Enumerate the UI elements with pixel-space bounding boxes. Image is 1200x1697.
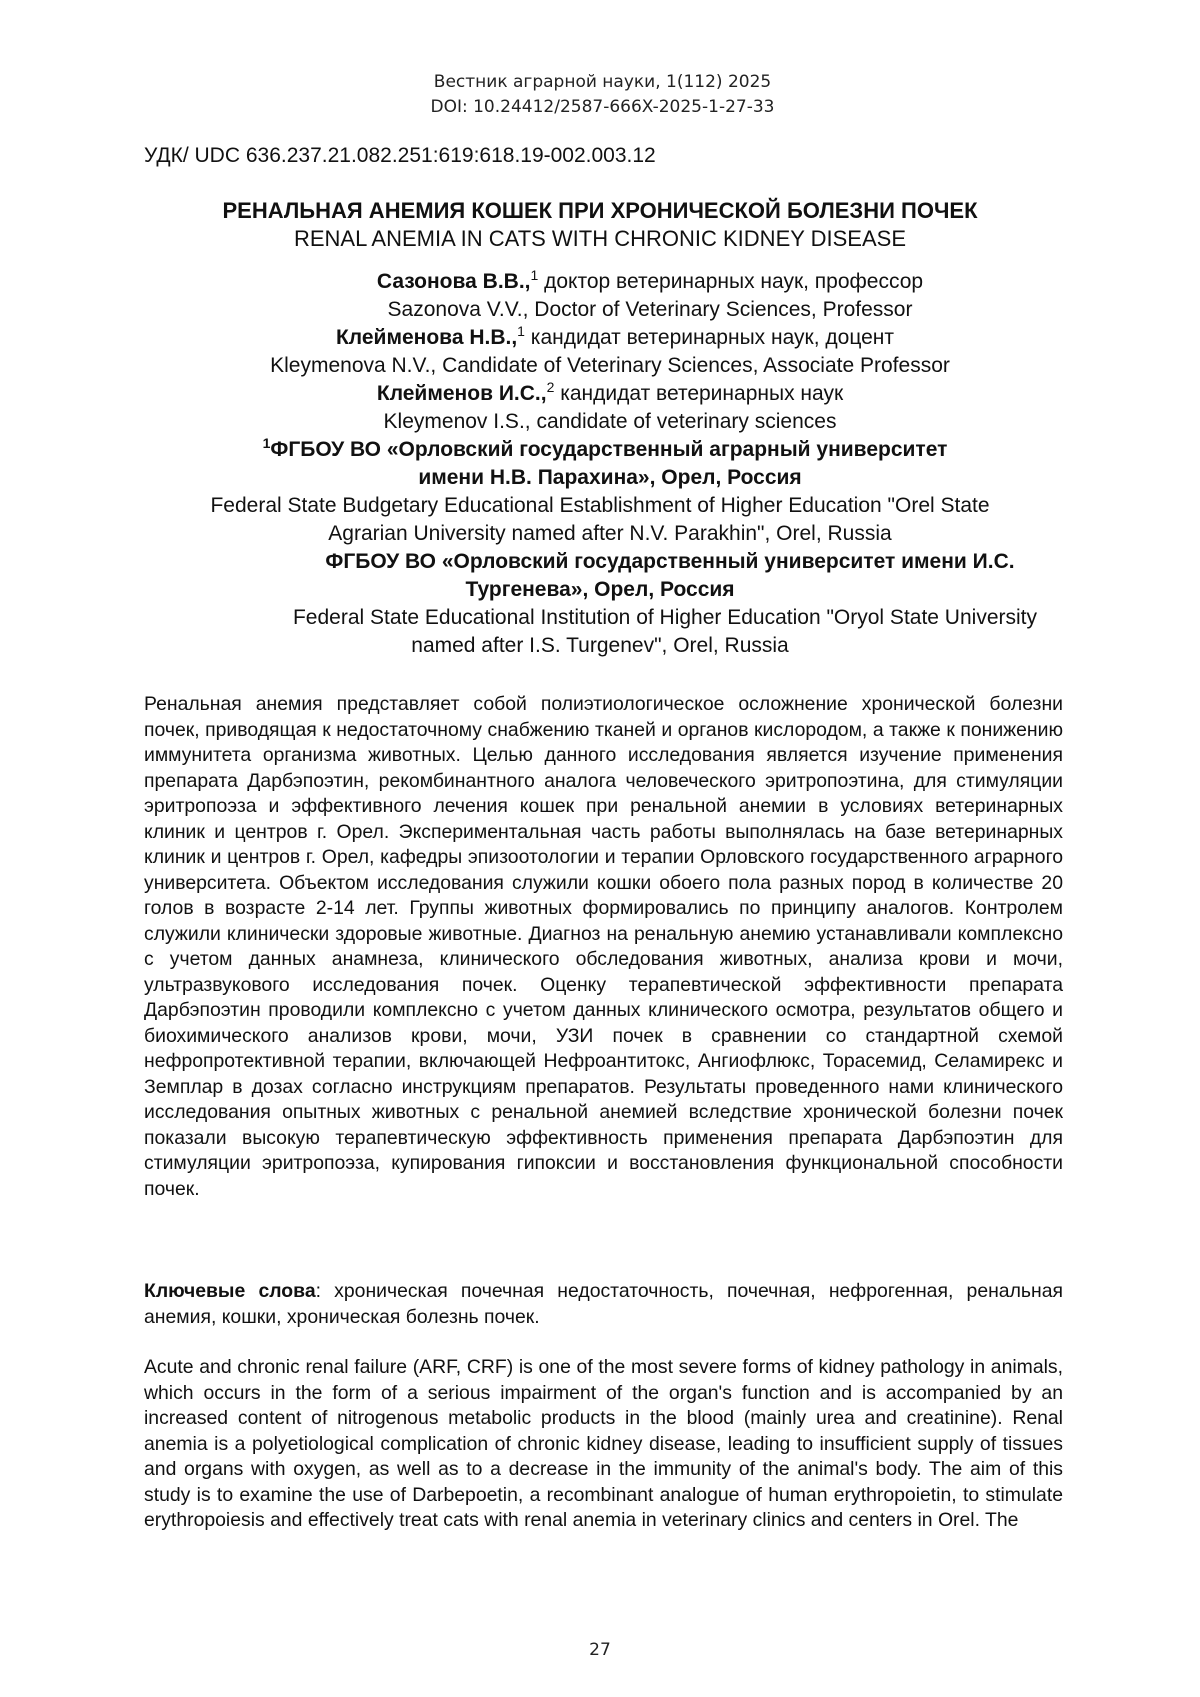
intro-en: Acute and chronic renal failure (ARF, CRF) is one of the most severe forms of kidney pathology in animals, which occurs in the form of a serious impairment of the organ's function and is accompanied by an increased content of nitrogenous metabolic products in the blood (mainly urea and creatinine). Renal anemia is a polyetiological complication of chronic kidney disease, leading to insufficient supply of tissues and organs with oxygen, as well as to a decrease in the immunity of the animal's body. The aim of this study is to examine the use of Darbepoetin, a recombinant analogue of human erythropoietin, to stimulate erythropoiesis and effectively treat cats with renal anemia in veterinary clinics and centers in Orel. The — [144, 1356, 1063, 1531]
author-name: Клейменова Н.В., — [335, 326, 518, 349]
author-1-en: Sazonova V.V., Doctor of Veterinary Sciences, Professor — [387, 298, 913, 321]
author-2-ru — [0, 324, 1200, 352]
authors-block — [0, 268, 1200, 660]
journal-header — [0, 70, 1200, 120]
affiliation-1-en-line1: Federal State Budgetary Educational Establishment of Higher Education "Orel State — [210, 494, 990, 517]
author-3-en: Kleymenov I.S., candidate of veterinary sciences — [383, 410, 837, 433]
author-2-en: Kleymenova N.V., Candidate of Veterinary Sciences, Associate Professor — [270, 354, 950, 377]
author-degree: доктор ветеринарных наук, профессор — [538, 270, 924, 293]
keywords-label: Ключевые слова — [144, 1280, 316, 1302]
author-name: Клейменов И.С., — [376, 382, 547, 405]
affiliation-1-en-line2: Agrarian University named after N.V. Parakhin", Orel, Russia — [328, 522, 892, 545]
author-degree: кандидат ветеринарных наук — [554, 382, 844, 405]
author-1-ru — [0, 268, 1200, 296]
paper-title-en: RENAL ANEMIA IN CATS WITH CHRONIC KIDNEY DISEASE — [293, 226, 907, 251]
affiliation-1-ru-line1: $^1$ФГБОУ ВО «Орловский государственный аграрный университет — [262, 435, 948, 461]
udc-code: УДК/ UDC 636.237.21.082.251:619:618.19-002.003.12 — [144, 144, 656, 167]
author-affiliation-mark: 2 — [546, 379, 555, 395]
journal-citation: Вестник аграрной науки, 1(112) 2025 — [433, 72, 772, 92]
affiliation-1-ru-line2: имени Н.В. Парахина», Орел, Россия — [418, 466, 802, 489]
keywords — [144, 1279, 1063, 1330]
affiliation-2-en-line2: named after I.S. Turgenev", Orel, Russia — [411, 634, 789, 657]
paper-title-block — [0, 197, 1200, 253]
affiliation-mark: 1 — [262, 435, 271, 451]
author-affiliation-mark: 1 — [530, 267, 539, 283]
affiliation-2-en-line1: Federal State Educational Institution of Higher Education "Oryol State University — [292, 606, 1037, 629]
keywords-text: : хроническая почечная недостаточность, почечная, нефрогенная, ренальная анемия, кошки, хроническая болезнь почек. — [144, 1280, 1064, 1328]
page-number: 27 — [589, 1640, 611, 1660]
paper-title-ru: РЕНАЛЬНАЯ АНЕМИЯ КОШЕК ПРИ ХРОНИЧЕСКОЙ БОЛЕЗНИ ПОЧЕК — [222, 198, 978, 223]
author-3-ru — [0, 380, 1200, 408]
affiliation-2-ru-line2: Тургенева», Орел, Россия — [465, 578, 735, 601]
author-name: Сазонова В.В., — [376, 270, 531, 293]
author-affiliation-mark: 1 — [517, 323, 525, 339]
author-degree: кандидат ветеринарных наук, доцент — [524, 326, 895, 349]
journal-doi: DOI: 10.24412/2587-666X-2025-1-27-33 — [430, 97, 775, 117]
abstract-ru: Ренальная анемия представляет собой полиэтиологическое осложнение хронической болезни почек, приводящая к недостаточному снабжению тканей и органов кислородом, а также к понижению иммунитета организма животных. Целью данного исследования является изучение применения препарата Дарбэпоэтин, рекомбинантного аналога человеческого эритропоэтина, для стимуляции эритропоэза и эффективного лечения кошек при ренальной анемии в условиях ветеринарных клиник и центров г. Орел. Экспериментальная часть работы выполнялась на базе ветеринарных клиник и центров г. Орел, кафедры эпизоотологии и терапии Орловского государственного аграрного университета. Объектом исследования служили кошки обоего пола разных пород в количестве 20 голов в возрасте 2-14 лет. Группы животных формировались по принципу аналогов. Контролем служили клинически здоровые животные. Диагноз на ренальную анемию устанавливали комплексно с учетом данных анамнеза, клинического обследования животных, анализа крови и мочи, ультразвукового исследования почек. Оценку терапевтической эффективности препарата Дарбэпоэтин проводили комплексно с учетом данных клинического осмотра, результатов общего и биохимического анализов крови, мочи, УЗИ почек в сравнении со стандартной схемой нефропротективной терапии, включающей Нефроантитокс, Ангиофлюкс, Торасемид, Селамирекс и Земплар в дозах согласно инструкциям препаратов. Результаты проведенного нами клинического исследования опытных животных с ренальной анемией вследствие хронической болезни почек показали высокую терапевтическую эффективность применения препарата Дарбэпоэтин для стимуляции эритропоэза, купирования гипоксии и восстановления функциональной способности почек. — [144, 693, 1063, 1200]
affiliation-2-ru-line1: ФГБОУ ВО «Орловский государственный университет имени И.С. — [325, 550, 1015, 573]
